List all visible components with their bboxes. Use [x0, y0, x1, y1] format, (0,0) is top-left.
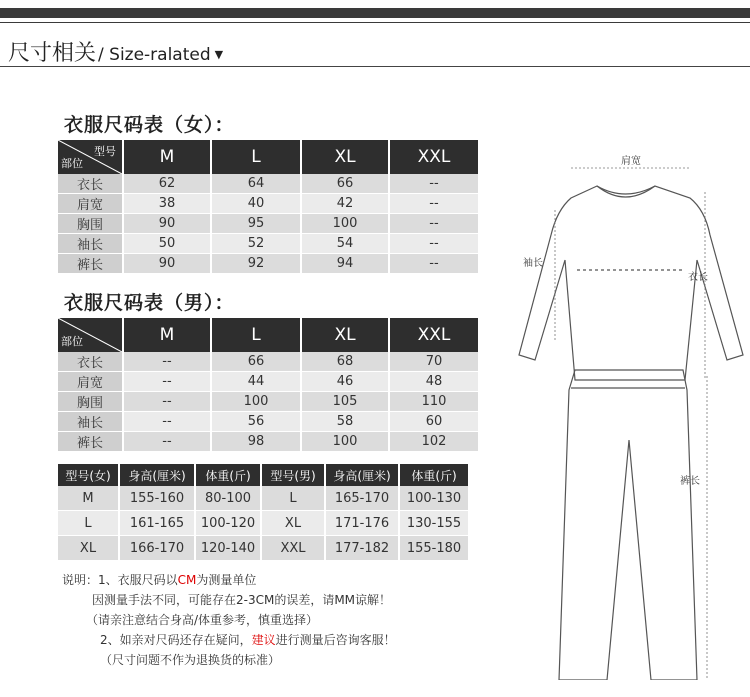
cell: XXL — [262, 536, 326, 561]
cell: 54 — [302, 234, 390, 254]
cell: 90 — [124, 214, 212, 234]
cell: 66 — [212, 352, 302, 372]
note-text: 进行测量后咨询客服！ — [275, 633, 396, 647]
row-label: 胸围 — [58, 392, 124, 412]
cell: 80-100 — [196, 486, 262, 511]
cell: 100-130 — [400, 486, 470, 511]
cell: 110 — [390, 392, 480, 412]
cell: 62 — [124, 174, 212, 194]
cell: L — [58, 511, 120, 536]
cell: 100-120 — [196, 511, 262, 536]
row-label: 裤长 — [58, 432, 124, 452]
cell: 100 — [302, 214, 390, 234]
cell: 38 — [124, 194, 212, 214]
note-text: 为测量单位 — [196, 573, 257, 587]
cell: 102 — [390, 432, 480, 452]
note-line: 因测量手法不同，可能存在2-3CM的误差，请MM谅解！ — [92, 593, 392, 607]
hw-header: 身高(厘米) — [326, 464, 400, 486]
shirt-outline — [519, 186, 743, 380]
men-table-title: 衣服尺码表（男）： — [64, 292, 235, 314]
cell: 70 — [390, 352, 480, 372]
table-row — [58, 372, 480, 392]
label-pants: 裤长 — [680, 476, 700, 487]
cell: 177-182 — [326, 536, 400, 561]
table-corner — [58, 318, 124, 352]
col-header: XXL — [390, 318, 480, 352]
cell: 120-140 — [196, 536, 262, 561]
table-row — [58, 486, 470, 511]
note-line — [62, 630, 396, 650]
label-length: 衣长 — [688, 272, 708, 283]
cell: M — [58, 486, 120, 511]
table-corner — [58, 140, 124, 174]
corner-label-size: 型号 — [94, 145, 116, 158]
row-label: 袖长 — [58, 234, 124, 254]
note-line: （尺寸问题不作为退换货的标准） — [100, 653, 281, 667]
table-row — [58, 432, 480, 452]
women-table-title: 衣服尺码表（女）： — [64, 114, 235, 136]
hw-header: 体重(斤) — [400, 464, 470, 486]
row-label: 肩宽 — [58, 194, 124, 214]
table-row — [58, 392, 480, 412]
cell: 44 — [212, 372, 302, 392]
col-header: M — [124, 318, 212, 352]
col-header: L — [212, 140, 302, 174]
table-row — [58, 536, 470, 561]
table-row — [58, 254, 480, 274]
cell: 48 — [390, 372, 480, 392]
men-size-table — [58, 318, 480, 452]
table-row — [58, 412, 480, 432]
cell: 95 — [212, 214, 302, 234]
pants-outline — [559, 370, 697, 680]
hw-header: 身高(厘米) — [120, 464, 196, 486]
cell: 40 — [212, 194, 302, 214]
table-row — [58, 352, 480, 372]
cell: 58 — [302, 412, 390, 432]
cell: XL — [262, 511, 326, 536]
section-header — [8, 36, 223, 67]
label-sleeve: 袖长 — [523, 258, 543, 269]
cell: -- — [390, 214, 480, 234]
row-label: 肩宽 — [58, 372, 124, 392]
cell: 68 — [302, 352, 390, 372]
hw-header: 型号(男) — [262, 464, 326, 486]
cell: 155-160 — [120, 486, 196, 511]
note-line — [62, 570, 396, 590]
cell: 46 — [302, 372, 390, 392]
cell: 100 — [302, 432, 390, 452]
cell: 155-180 — [400, 536, 470, 561]
cell: 165-170 — [326, 486, 400, 511]
height-weight-table — [58, 464, 470, 561]
col-header: M — [124, 140, 212, 174]
notes — [62, 570, 396, 670]
cell: 98 — [212, 432, 302, 452]
table-row — [58, 174, 480, 194]
row-label: 衣长 — [58, 352, 124, 372]
row-label: 衣长 — [58, 174, 124, 194]
header-cn: 尺寸相关 — [8, 41, 97, 66]
table-row — [58, 234, 480, 254]
cell: 50 — [124, 234, 212, 254]
table-row — [58, 511, 470, 536]
corner-label-part: 部位 — [61, 335, 83, 348]
cell: -- — [124, 372, 212, 392]
shirt-collar — [597, 186, 655, 197]
header-divider — [0, 66, 750, 67]
cell: 130-155 — [400, 511, 470, 536]
cell: 92 — [212, 254, 302, 274]
cell: 166-170 — [120, 536, 196, 561]
clothing-diagram — [505, 140, 750, 680]
cell: L — [262, 486, 326, 511]
cell: -- — [124, 432, 212, 452]
cell: -- — [124, 392, 212, 412]
cell: 64 — [212, 174, 302, 194]
row-label: 裤长 — [58, 254, 124, 274]
cell: 94 — [302, 254, 390, 274]
cell: -- — [390, 194, 480, 214]
cell: -- — [390, 234, 480, 254]
col-header: XXL — [390, 140, 480, 174]
note-line: （请亲注意结合身高/体重参考，慎重选择） — [86, 613, 319, 627]
top-line — [0, 22, 750, 23]
cell: -- — [124, 412, 212, 432]
label-shoulder: 肩宽 — [621, 156, 641, 167]
note-text: 2、如亲对尺码还存在疑问， — [100, 633, 252, 647]
cell: 66 — [302, 174, 390, 194]
cell: 52 — [212, 234, 302, 254]
women-size-table — [58, 140, 480, 274]
table-row — [58, 194, 480, 214]
corner-label-part: 部位 — [61, 157, 83, 170]
cell: 42 — [302, 194, 390, 214]
note-highlight: CM — [177, 573, 197, 587]
cell: XL — [58, 536, 120, 561]
hw-header: 体重(斤) — [196, 464, 262, 486]
header-en: / Size-ralated — [98, 45, 211, 65]
table-row — [58, 214, 480, 234]
cell: 105 — [302, 392, 390, 412]
col-header: L — [212, 318, 302, 352]
cell: 90 — [124, 254, 212, 274]
cell: 60 — [390, 412, 480, 432]
hw-header: 型号(女) — [58, 464, 120, 486]
top-bar — [0, 8, 750, 18]
row-label: 胸围 — [58, 214, 124, 234]
col-header: XL — [302, 140, 390, 174]
cell: -- — [124, 352, 212, 372]
cell: 171-176 — [326, 511, 400, 536]
cell: -- — [390, 174, 480, 194]
note-text: 说明：1、衣服尺码以 — [62, 573, 178, 587]
cell: -- — [390, 254, 480, 274]
cell: 161-165 — [120, 511, 196, 536]
note-highlight: 建议 — [251, 633, 276, 647]
cell: 56 — [212, 412, 302, 432]
dropdown-triangle-icon: ▼ — [214, 47, 224, 61]
row-label: 袖长 — [58, 412, 124, 432]
col-header: XL — [302, 318, 390, 352]
cell: 100 — [212, 392, 302, 412]
